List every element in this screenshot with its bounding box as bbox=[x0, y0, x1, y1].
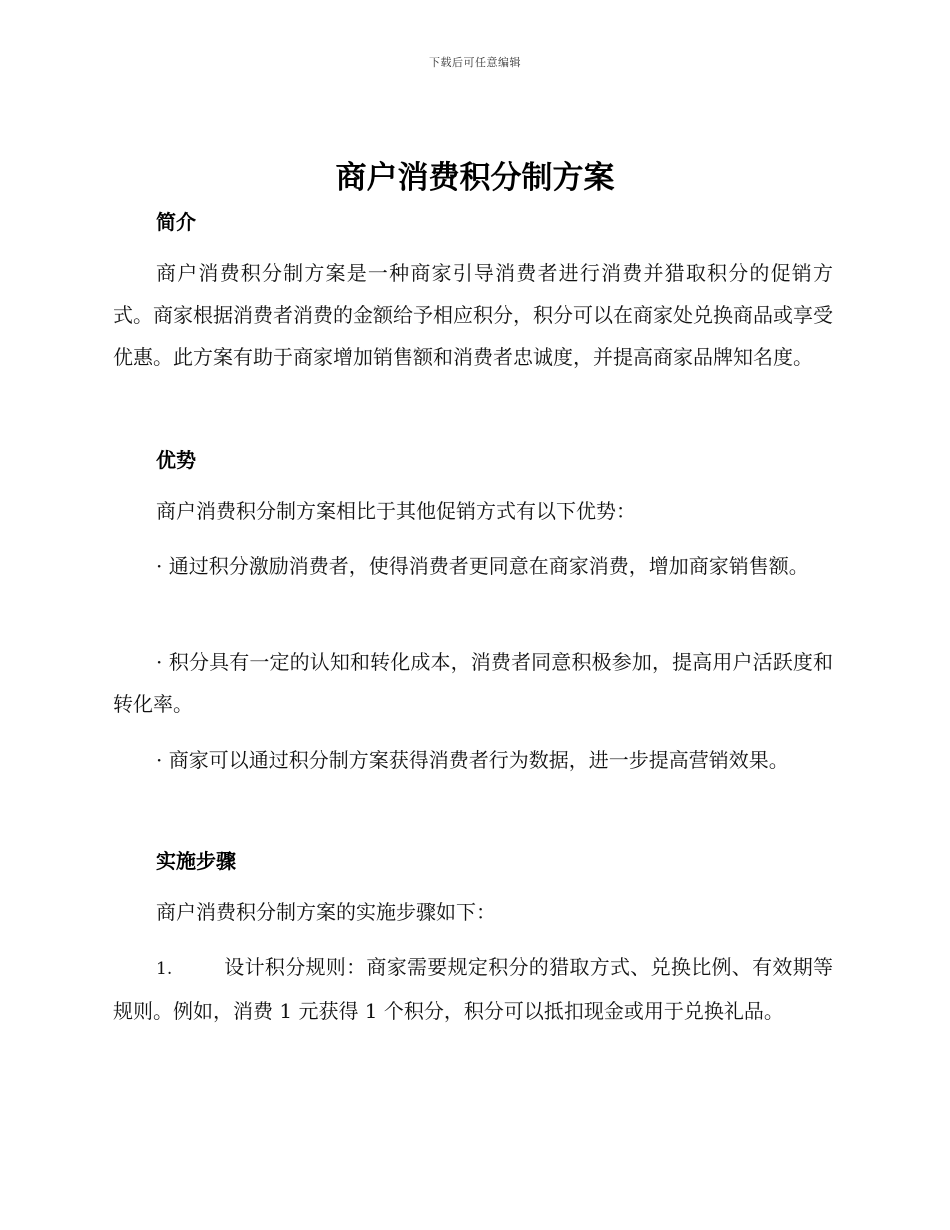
step-item bbox=[113, 946, 833, 1032]
section-heading-advantages: 优势 bbox=[156, 448, 196, 472]
section-heading-intro: 简介 bbox=[156, 210, 196, 234]
advantage-item: · 商家可以通过积分制方案获得消费者行为数据，进一步提高营销效果。 bbox=[156, 748, 789, 772]
section-heading-steps: 实施步骤 bbox=[156, 849, 236, 873]
step-text: 设计积分规则：商家需要规定积分的猎取方式、兑换比例、有效期等规则。例如，消费 1 元获得 1 个积分，积分可以抵扣现金或用于兑换礼品。 bbox=[113, 955, 833, 1023]
step-number: 1. bbox=[156, 959, 173, 979]
advantages-lead: 商户消费积分制方案相比于其他促销方式有以下优势： bbox=[156, 499, 636, 523]
document-title: 商户消费积分制方案 bbox=[335, 160, 615, 196]
intro-paragraph: 商户消费积分制方案是一种商家引导消费者进行消费并猎取积分的促销方式。商家根据消费者消费的金额给予相应积分，积分可以在商家处兑换商品或享受优惠。此方案有助于商家增加销售额和消费者忠诚度，并提高商家品牌知名度。 bbox=[113, 261, 833, 369]
page-header-note: 下载后可任意编辑 bbox=[429, 56, 521, 69]
advantage-item: · 通过积分激励消费者，使得消费者更同意在商家消费，增加商家销售额。 bbox=[156, 554, 809, 578]
steps-lead: 商户消费积分制方案的实施步骤如下： bbox=[156, 900, 496, 924]
advantage-item: · 积分具有一定的认知和转化成本，消费者同意积极参加，提高用户活跃度和转化率。 bbox=[113, 650, 833, 716]
